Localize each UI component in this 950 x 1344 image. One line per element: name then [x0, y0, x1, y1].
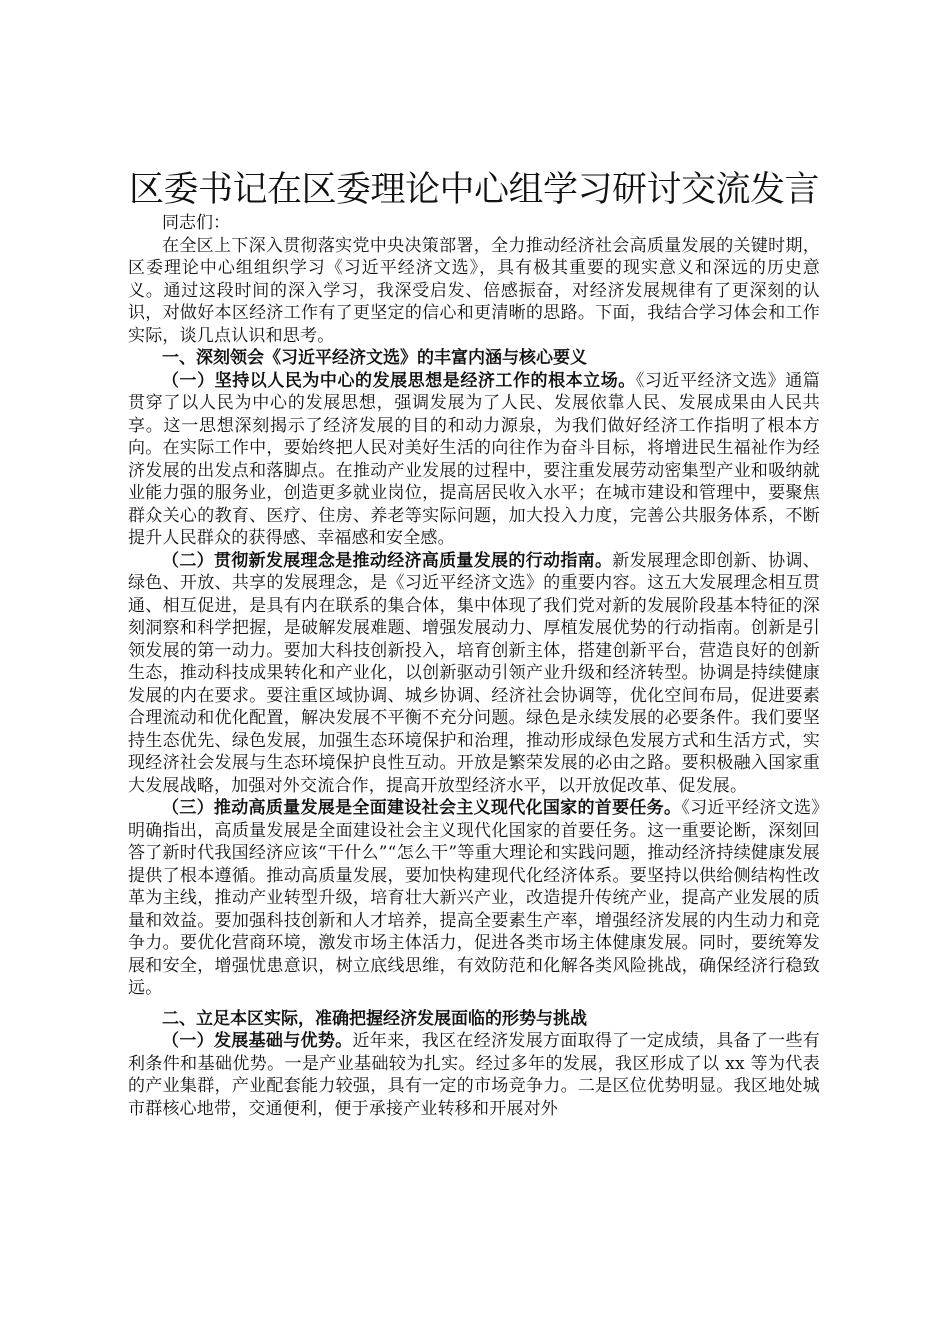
salutation: 同志们： — [162, 213, 230, 233]
item-body: 近年来，我区在经济发展方面取得了一定成绩，具备了一些有利条件和基础优势。一是产业基础较为扎实。经过多年的发展，我区形成了以 xx 等为代表的产业集群，产业配套能力较强，具有一定的市场竞争力。二是区位优势明显。我区地处城市群核心地带，交通便利，便于承接产业转移和开展对外 — [128, 1031, 820, 1119]
item-lead: （二）贯彻新发展理念是推动经济高质量发展的行动指南。 — [162, 550, 613, 571]
section2-item-1 — [128, 1030, 820, 1120]
item-body: 新发展理念即创新、协调、绿色、开放、共享的发展理念，是《习近平经济文选》的重要内容。这五大发展理念相互贯通、相互促进，是具有内在联系的集合体，集中体现了我们党对新的发展阶段基本特征的深刻洞察和科学把握，是破解发展难题、增强发展动力、厚植发展优势的行动指南。创新是引领发展的第一动力。要加大科技创新投入，培育创新主体，搭建创新平台，营造良好的创新生态，推动科技成果转化和产业化，以创新驱动引领产业升级和经济转型。协调是持续健康发展的内在要求。要注重区域协调、城乡协调、经济社会协调等，优化空间布局，促进要素合理流动和优化配置，解决发展不平衡不充分问题。绿色是永续发展的必要条件。我们要坚持生态优先、绿色发展，加强生态环境保护和治理，推动形成绿色发展方式和生活方式，实现经济社会发展与生态环境保护良性互动。开放是繁荣发展的必由之路。要积极融入国家重大发展战略，加强对外交流合作，提高开放型经济水平，以开放促改革、促发展。 — [128, 550, 821, 796]
document-page — [128, 168, 820, 1120]
item-lead: （三）推动高质量发展是全面建设社会主义现代化国家的首要任务。 — [162, 798, 682, 818]
section1-item-3 — [128, 797, 820, 1000]
intro-paragraph: 在全区上下深入贯彻落实党中央决策部署，全力推动经济社会高质量发展的关键时期，区委理论中心组组织学习《习近平经济文选》，具有极其重要的现实意义和深远的历史意义。通过这段时间的深入学习，我深受启发、倍感振奋，对经济发展规律有了更深刻的认识，对做好本区经济工作有了更坚定的信心和更清晰的思路。下面，我结合学习体会和工作实际，谈几点认识和思考。 — [128, 235, 820, 346]
section-heading-1: 一、深刻领会《习近平经济文选》的丰富内涵与核心要义 — [162, 348, 587, 368]
section1-item-1 — [128, 370, 820, 550]
section-heading-2: 二、立足本区实际，准确把握经济发展面临的形势与挑战 — [162, 1008, 587, 1029]
item-body: 《习近平经济文选》明确指出，高质量发展是全面建设社会主义现代化国家的首要任务。这一重要论断，深刻回答了新时代我国经济应该“干什么”“怎么干”等重大理论和实践问题，推动经济持续健康发展提供了根本遵循。推动高质量发展，要加快构建现代化经济体系。要坚持以供给侧结构性改革为主线，推动产业转型升级，培育壮大新兴产业，改造提升传统产业，提高产业发展的质量和效益。要加强科技创新和人才培养，提高全要素生产率，增强经济发展的内生动力和竞争力。要优化营商环境，激发市场主体活力，促进各类市场主体健康发展。同时，要统筹发展和安全，增强忧患意识，树立底线思维，有效防范和化解各类风险挑战，确保经济行稳致远。 — [128, 798, 820, 998]
document-title: 区委书记在区委理论中心组学习研讨交流发言 — [128, 170, 819, 210]
item-body: 《习近平经济文选》通篇贯穿了以人民为中心的发展思想，强调发展为了人民、发展依靠人民、发展成果由人民共享。这一思想深刻揭示了经济发展的目的和动力源泉，为我们做好经济工作指明了根本方向。在实际工作中，要始终把人民对美好生活的向往作为奋斗目标，将增进民生福祉作为经济发展的出发点和落脚点。在推动产业发展的过程中，要注重发展劳动密集型产业和吸纳就业能力强的服务业，创造更多就业岗位，提高居民收入水平；在城市建设和管理中，要聚焦群众关心的教育、医疗、住房、养老等实际问题，加大投入力度，完善公共服务体系，不断提升人民群众的获得感、幸福感和安全感。 — [128, 370, 820, 548]
item-lead: （一）发展基础与优势。 — [162, 1031, 353, 1051]
item-lead: （一）坚持以人民为中心的发展思想是经济工作的根本立场。 — [162, 370, 636, 391]
section1-item-2 — [128, 550, 820, 798]
